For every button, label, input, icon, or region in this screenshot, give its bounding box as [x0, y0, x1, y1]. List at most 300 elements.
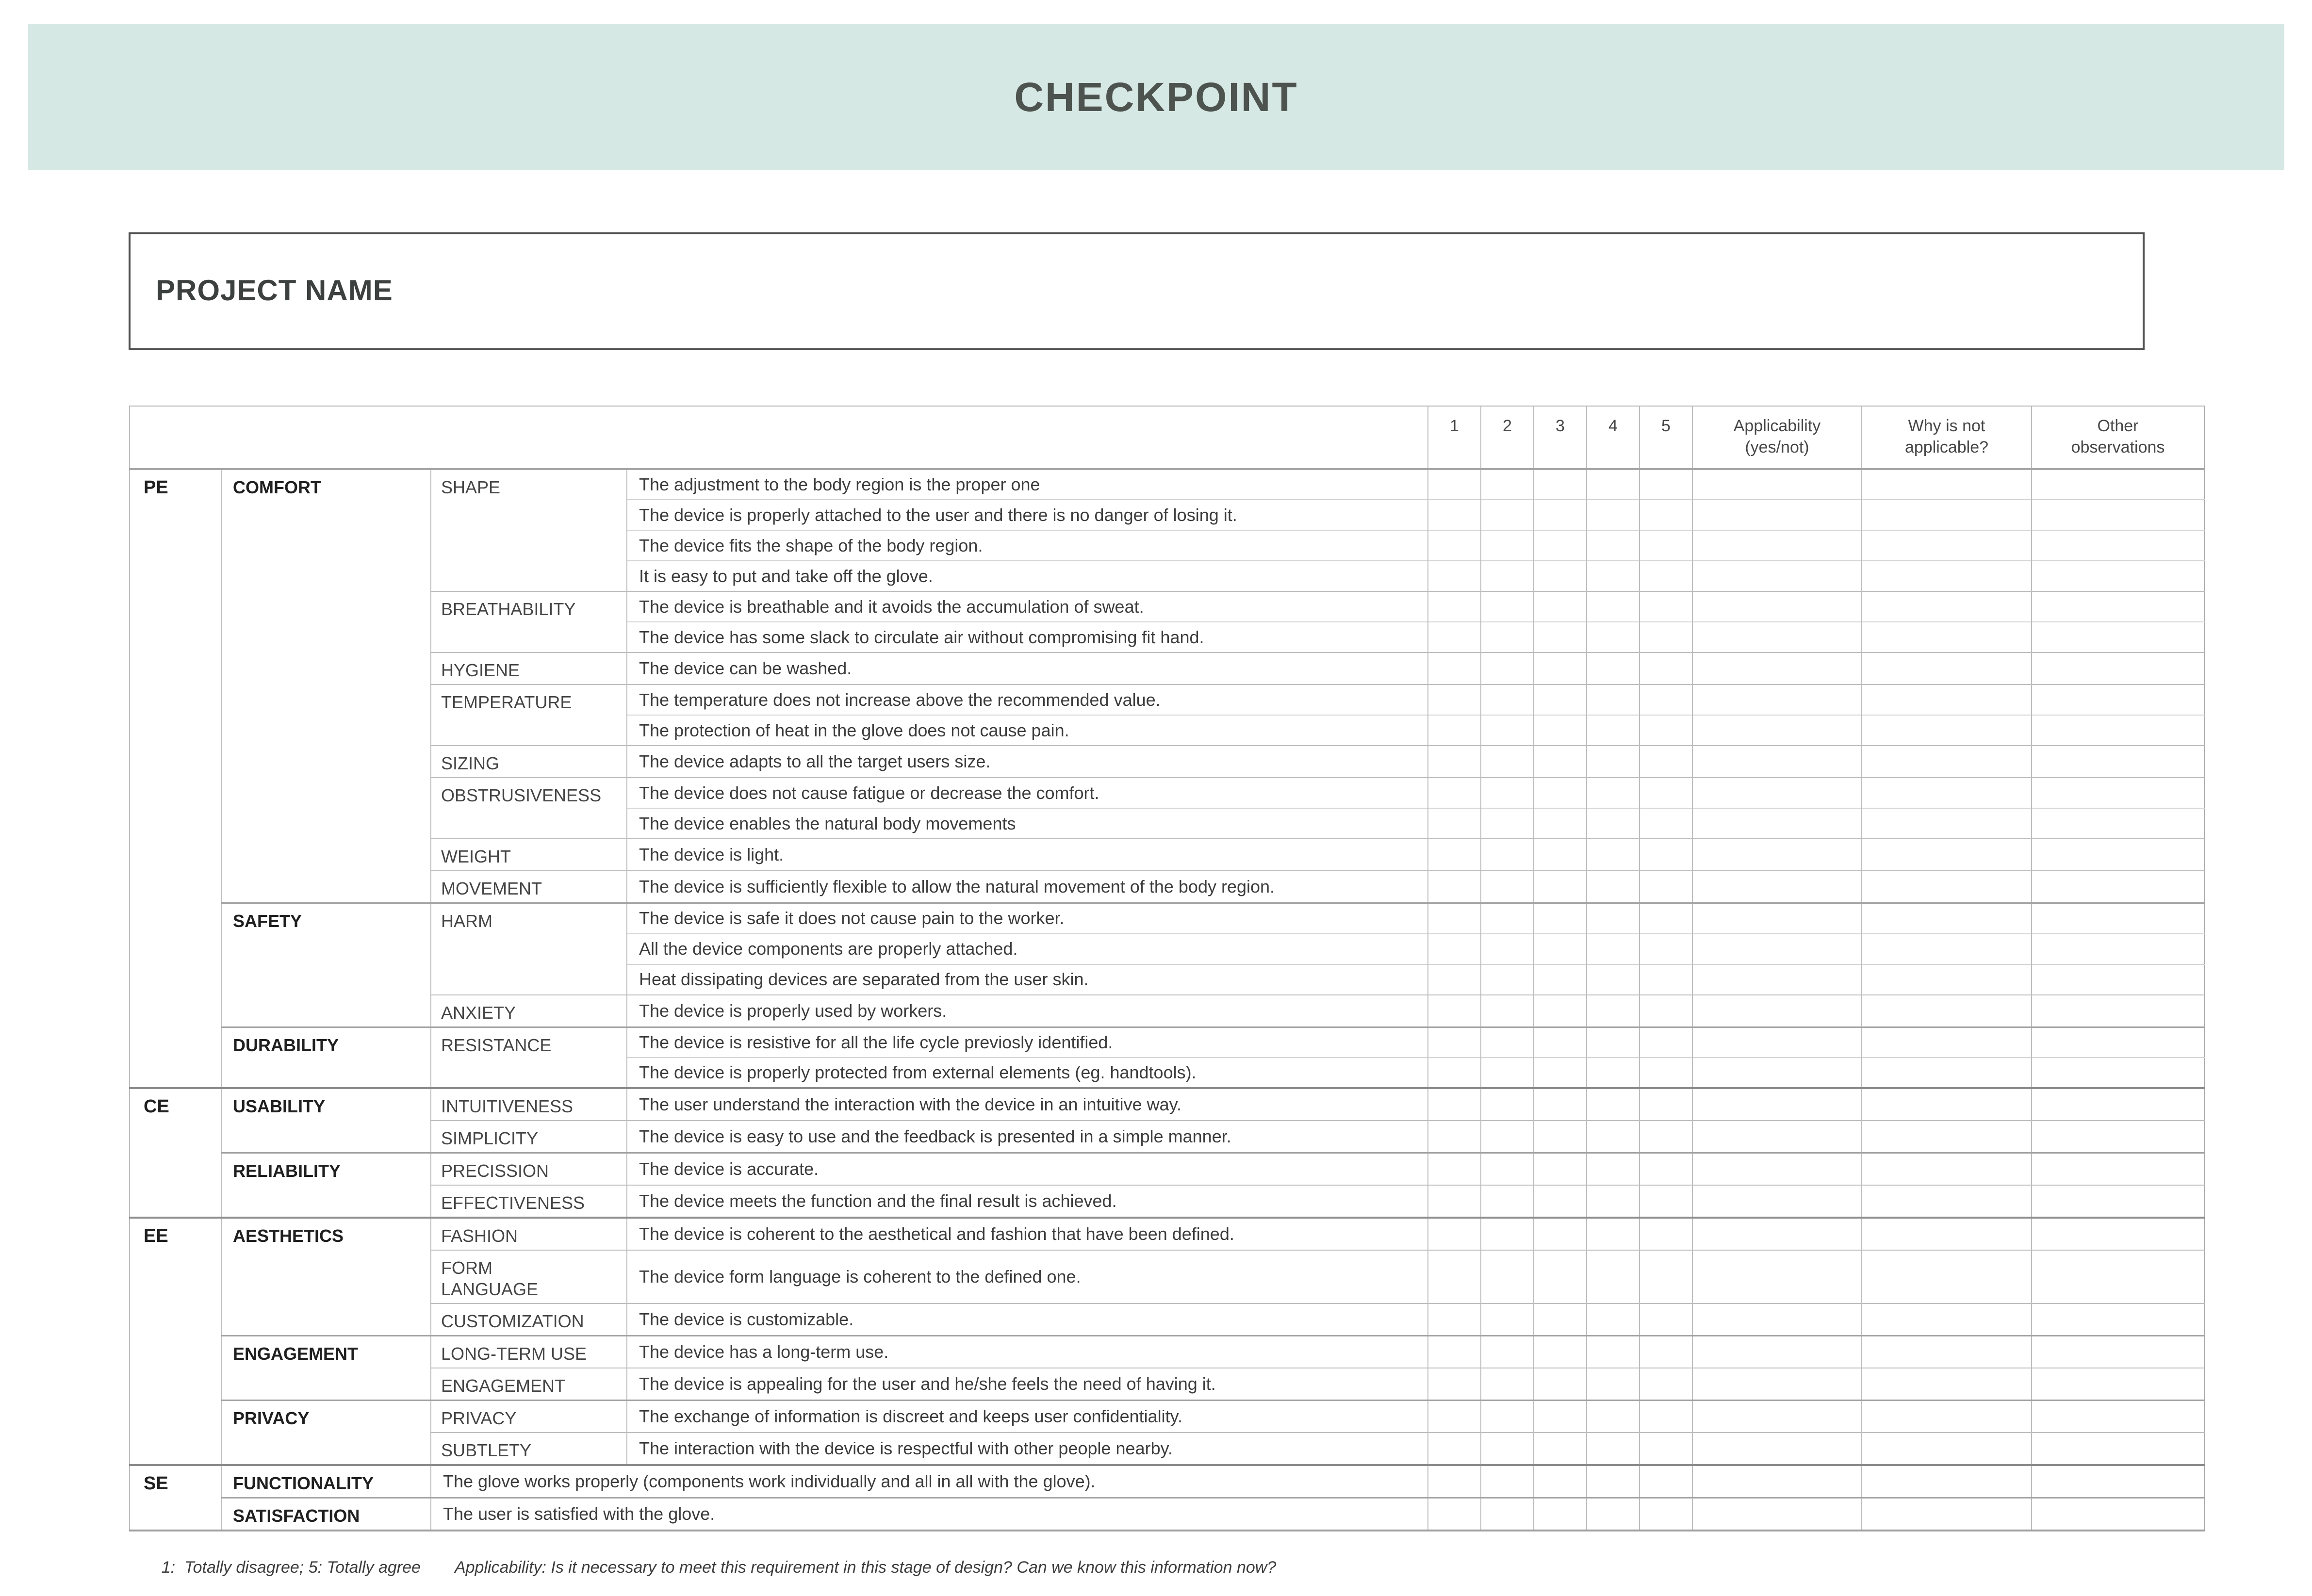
subcategory-cell: USABILITY [222, 1088, 431, 1153]
rating-cell[interactable] [1428, 622, 1481, 652]
applicability-cell[interactable] [1692, 995, 1862, 1027]
rating-cell[interactable] [1534, 934, 1587, 964]
legend-applicability: Applicability: Is it necessary to meet this requirement in this stage of design? Can we know this information now? [454, 1558, 1277, 1577]
rating-cell[interactable] [1640, 530, 1692, 561]
applicability-cell[interactable] [1692, 1185, 1862, 1218]
other-observations-cell[interactable] [2032, 903, 2204, 934]
other-observations-cell[interactable] [2032, 778, 2204, 808]
rating-cell[interactable] [1587, 1250, 1640, 1303]
rating-cell[interactable] [1428, 591, 1481, 622]
rating-cell[interactable] [1481, 1185, 1534, 1218]
table-corner-cell [130, 406, 1428, 469]
rating-cell[interactable] [1640, 871, 1692, 903]
rating-cell[interactable] [1640, 808, 1692, 839]
rating-cell[interactable] [1481, 622, 1534, 652]
rating-cell[interactable] [1587, 934, 1640, 964]
rating-cell[interactable] [1428, 1336, 1481, 1368]
why-not-applicable-cell[interactable] [1862, 1336, 2032, 1368]
other-observations-cell[interactable] [2032, 808, 2204, 839]
why-not-applicable-cell[interactable] [1862, 871, 2032, 903]
rating-cell[interactable] [1587, 964, 1640, 995]
rating-cell[interactable] [1534, 1218, 1587, 1250]
rating-cell[interactable] [1534, 591, 1587, 622]
applicability-cell[interactable] [1692, 684, 1862, 715]
subcategory-cell: COMFORT [222, 469, 431, 903]
rating-cell[interactable] [1481, 1218, 1534, 1250]
rating-cell[interactable] [1428, 1088, 1481, 1121]
why-not-applicable-cell[interactable] [1862, 1498, 2032, 1531]
applicability-cell[interactable] [1692, 561, 1862, 591]
rating-cell[interactable] [1534, 871, 1587, 903]
why-not-applicable-cell[interactable] [1862, 1153, 2032, 1186]
rating-cell[interactable] [1481, 469, 1534, 500]
why-not-applicable-cell[interactable] [1862, 995, 2032, 1027]
rating-cell[interactable] [1640, 684, 1692, 715]
other-observations-cell[interactable] [2032, 500, 2204, 530]
rating-cell[interactable] [1481, 1121, 1534, 1153]
subcategory-cell: SATISFACTION [222, 1498, 431, 1531]
requirement-text-cell: It is easy to put and take off the glove. [627, 561, 1428, 591]
requirement-text-cell: The user is satisfied with the glove. [431, 1498, 1428, 1531]
applicability-cell[interactable] [1692, 1368, 1862, 1401]
checkpoint-table [129, 406, 2205, 1531]
applicability-cell[interactable] [1692, 1058, 1862, 1088]
rating-cell[interactable] [1428, 1153, 1481, 1186]
other-observations-cell[interactable] [2032, 469, 2204, 500]
rating-cell[interactable] [1534, 684, 1587, 715]
rating-cell[interactable] [1428, 964, 1481, 995]
other-observations-cell[interactable] [2032, 1218, 2204, 1250]
applicability-cell[interactable] [1692, 1153, 1862, 1186]
category-code-cell: EE [130, 1218, 222, 1465]
rating-cell[interactable] [1640, 1401, 1692, 1433]
rating-cell[interactable] [1587, 1088, 1640, 1121]
rating-cell[interactable] [1428, 1121, 1481, 1153]
rating-cell[interactable] [1481, 1336, 1534, 1368]
rating-cell[interactable] [1587, 622, 1640, 652]
rating-cell[interactable] [1534, 1121, 1587, 1153]
rating-cell[interactable] [1428, 746, 1481, 778]
why-not-applicable-cell[interactable] [1862, 808, 2032, 839]
other-observations-cell[interactable] [2032, 1401, 2204, 1433]
rating-cell[interactable] [1587, 561, 1640, 591]
rating-cell[interactable] [1640, 715, 1692, 746]
rating-cell[interactable] [1587, 1368, 1640, 1401]
rating-cell[interactable] [1481, 715, 1534, 746]
rating-cell[interactable] [1481, 934, 1534, 964]
rating-cell[interactable] [1481, 839, 1534, 871]
rating-cell[interactable] [1587, 746, 1640, 778]
why-not-applicable-cell[interactable] [1862, 469, 2032, 500]
rating-cell[interactable] [1428, 1401, 1481, 1433]
requirement-group-cell: BREATHABILITY [431, 591, 627, 652]
applicability-cell[interactable] [1692, 964, 1862, 995]
other-observations-cell[interactable] [2032, 1336, 2204, 1368]
applicability-cell[interactable] [1692, 808, 1862, 839]
applicability-cell[interactable] [1692, 1303, 1862, 1336]
other-observations-cell[interactable] [2032, 1250, 2204, 1303]
why-not-applicable-cell[interactable] [1862, 530, 2032, 561]
rating-cell[interactable] [1428, 1498, 1481, 1531]
rating-cell[interactable] [1534, 1088, 1587, 1121]
why-not-applicable-cell[interactable] [1862, 1121, 2032, 1153]
table-row [130, 903, 2204, 934]
rating-cell[interactable] [1481, 561, 1534, 591]
rating-cell[interactable] [1428, 500, 1481, 530]
rating-cell[interactable] [1534, 622, 1587, 652]
other-observations-cell[interactable] [2032, 934, 2204, 964]
rating-cell[interactable] [1534, 746, 1587, 778]
rating-cell[interactable] [1640, 1303, 1692, 1336]
rating-cell[interactable] [1534, 1153, 1587, 1186]
requirement-text-cell: The device is sufficiently flexible to allow the natural movement of the body region. [627, 871, 1428, 903]
rating-cell[interactable] [1481, 1027, 1534, 1058]
rating-cell[interactable] [1534, 1027, 1587, 1058]
other-observations-cell[interactable] [2032, 964, 2204, 995]
rating-cell[interactable] [1428, 1465, 1481, 1498]
rating-cell[interactable] [1428, 469, 1481, 500]
applicability-cell[interactable] [1692, 1433, 1862, 1465]
rating-cell[interactable] [1428, 1218, 1481, 1250]
other-observations-cell[interactable] [2032, 561, 2204, 591]
rating-cell[interactable] [1640, 903, 1692, 934]
rating-cell[interactable] [1587, 1498, 1640, 1531]
other-observations-cell[interactable] [2032, 1058, 2204, 1088]
rating-cell[interactable] [1534, 500, 1587, 530]
applicability-cell[interactable] [1692, 871, 1862, 903]
title-band [28, 24, 2284, 170]
requirement-group-cell: SUBTLETY [431, 1433, 627, 1465]
other-observations-cell[interactable] [2032, 652, 2204, 684]
other-observations-cell[interactable] [2032, 1303, 2204, 1336]
rating-cell[interactable] [1534, 808, 1587, 839]
why-not-applicable-cell[interactable] [1862, 1368, 2032, 1401]
why-not-applicable-cell[interactable] [1862, 1433, 2032, 1465]
rating-cell[interactable] [1640, 1121, 1692, 1153]
why-not-applicable-cell[interactable] [1862, 1465, 2032, 1498]
other-observations-cell[interactable] [2032, 1185, 2204, 1218]
applicability-cell[interactable] [1692, 778, 1862, 808]
rating-cell[interactable] [1587, 808, 1640, 839]
why-not-applicable-cell[interactable] [1862, 1058, 2032, 1088]
rating-cell[interactable] [1428, 1368, 1481, 1401]
category-code-cell: CE [130, 1088, 222, 1218]
rating-cell[interactable] [1640, 839, 1692, 871]
rating-cell[interactable] [1481, 500, 1534, 530]
why-not-applicable-cell[interactable] [1862, 839, 2032, 871]
applicability-cell[interactable] [1692, 622, 1862, 652]
why-not-applicable-cell[interactable] [1862, 561, 2032, 591]
rating-cell[interactable] [1534, 1433, 1587, 1465]
rating-cell[interactable] [1587, 652, 1640, 684]
other-observations-cell[interactable] [2032, 871, 2204, 903]
why-not-applicable-cell[interactable] [1862, 1027, 2032, 1058]
rating-cell[interactable] [1534, 561, 1587, 591]
why-not-applicable-cell[interactable] [1862, 1088, 2032, 1121]
rating-cell[interactable] [1640, 1218, 1692, 1250]
rating-cell[interactable] [1640, 1088, 1692, 1121]
rating-cell[interactable] [1587, 469, 1640, 500]
applicability-cell[interactable] [1692, 591, 1862, 622]
other-observations-cell[interactable] [2032, 591, 2204, 622]
rating-cell[interactable] [1587, 995, 1640, 1027]
rating-cell[interactable] [1587, 1303, 1640, 1336]
why-not-applicable-cell[interactable] [1862, 500, 2032, 530]
other-observations-cell[interactable] [2032, 1153, 2204, 1186]
rating-cell[interactable] [1640, 469, 1692, 500]
rating-cell[interactable] [1481, 1498, 1534, 1531]
rating-cell[interactable] [1587, 839, 1640, 871]
why-not-applicable-cell[interactable] [1862, 746, 2032, 778]
other-observations-cell[interactable] [2032, 684, 2204, 715]
rating-cell[interactable] [1534, 1336, 1587, 1368]
rating-cell[interactable] [1481, 1153, 1534, 1186]
rating-cell[interactable] [1534, 839, 1587, 871]
rating-cell[interactable] [1587, 1433, 1640, 1465]
rating-cell[interactable] [1428, 1027, 1481, 1058]
other-observations-cell[interactable] [2032, 995, 2204, 1027]
applicability-cell[interactable] [1692, 746, 1862, 778]
other-observations-cell[interactable] [2032, 1498, 2204, 1531]
rating-cell[interactable] [1640, 1368, 1692, 1401]
other-observations-cell[interactable] [2032, 746, 2204, 778]
rating-cell[interactable] [1587, 1121, 1640, 1153]
rating-cell[interactable] [1587, 1401, 1640, 1433]
rating-cell[interactable] [1428, 715, 1481, 746]
other-observations-cell[interactable] [2032, 1433, 2204, 1465]
rating-cell[interactable] [1640, 778, 1692, 808]
why-not-applicable-cell[interactable] [1862, 591, 2032, 622]
requirement-group-cell: HARM [431, 903, 627, 995]
rating-cell[interactable] [1534, 1303, 1587, 1336]
rating-cell[interactable] [1481, 746, 1534, 778]
rating-cell[interactable] [1481, 1088, 1534, 1121]
rating-cell[interactable] [1481, 808, 1534, 839]
table-row [130, 839, 2204, 871]
why-not-applicable-cell[interactable] [1862, 1401, 2032, 1433]
applicability-cell[interactable] [1692, 903, 1862, 934]
applicability-cell[interactable] [1692, 1336, 1862, 1368]
why-not-applicable-cell[interactable] [1862, 1185, 2032, 1218]
rating-cell[interactable] [1481, 903, 1534, 934]
rating-cell[interactable] [1587, 1218, 1640, 1250]
applicability-cell[interactable] [1692, 934, 1862, 964]
rating-cell[interactable] [1534, 530, 1587, 561]
requirement-group-cell: ENGAGEMENT [431, 1368, 627, 1401]
rating-cell[interactable] [1428, 1058, 1481, 1088]
why-not-applicable-cell[interactable] [1862, 684, 2032, 715]
rating-cell[interactable] [1428, 934, 1481, 964]
applicability-cell[interactable] [1692, 652, 1862, 684]
applicability-cell[interactable] [1692, 1218, 1862, 1250]
rating-cell[interactable] [1534, 1058, 1587, 1088]
table-row [130, 1250, 2204, 1303]
applicability-cell[interactable] [1692, 1465, 1862, 1498]
rating-cell[interactable] [1640, 561, 1692, 591]
other-observations-cell[interactable] [2032, 1121, 2204, 1153]
applicability-cell[interactable] [1692, 1027, 1862, 1058]
rating-cell[interactable] [1587, 1058, 1640, 1088]
other-observations-cell[interactable] [2032, 1465, 2204, 1498]
other-observations-cell[interactable] [2032, 1088, 2204, 1121]
other-observations-cell[interactable] [2032, 1027, 2204, 1058]
applicability-cell[interactable] [1692, 1088, 1862, 1121]
rating-cell[interactable] [1587, 500, 1640, 530]
rating-cell[interactable] [1481, 778, 1534, 808]
rating-cell[interactable] [1587, 1465, 1640, 1498]
rating-cell[interactable] [1428, 871, 1481, 903]
rating-cell[interactable] [1428, 839, 1481, 871]
why-not-applicable-cell[interactable] [1862, 1250, 2032, 1303]
other-observations-cell[interactable] [2032, 1368, 2204, 1401]
rating-cell[interactable] [1534, 1250, 1587, 1303]
rating-cell[interactable] [1640, 1027, 1692, 1058]
rating-cell[interactable] [1640, 1498, 1692, 1531]
why-not-applicable-cell[interactable] [1862, 1303, 2032, 1336]
other-observations-cell[interactable] [2032, 622, 2204, 652]
requirement-text-cell: The device is easy to use and the feedback is presented in a simple manner. [627, 1121, 1428, 1153]
rating-cell[interactable] [1428, 561, 1481, 591]
applicability-cell[interactable] [1692, 500, 1862, 530]
applicability-cell[interactable] [1692, 839, 1862, 871]
rating-cell[interactable] [1481, 1303, 1534, 1336]
rating-cell[interactable] [1587, 1153, 1640, 1186]
rating-cell[interactable] [1587, 871, 1640, 903]
rating-cell[interactable] [1587, 530, 1640, 561]
rating-cell[interactable] [1640, 1433, 1692, 1465]
rating-cell[interactable] [1534, 1498, 1587, 1531]
rating-cell[interactable] [1534, 469, 1587, 500]
legend-scale: 1: Totally disagree; 5: Totally agree [161, 1558, 421, 1577]
rating-cell[interactable] [1534, 652, 1587, 684]
rating-cell[interactable] [1587, 591, 1640, 622]
rating-cell[interactable] [1534, 903, 1587, 934]
rating-cell[interactable] [1481, 684, 1534, 715]
rating-cell[interactable] [1481, 1465, 1534, 1498]
rating-column-header: 3 [1534, 406, 1587, 469]
rating-cell[interactable] [1481, 1250, 1534, 1303]
requirement-group-cell: WEIGHT [431, 839, 627, 871]
rating-cell[interactable] [1481, 1401, 1534, 1433]
rating-cell[interactable] [1587, 1336, 1640, 1368]
rating-cell[interactable] [1640, 591, 1692, 622]
rating-cell[interactable] [1481, 530, 1534, 561]
rating-cell[interactable] [1640, 934, 1692, 964]
rating-cell[interactable] [1534, 778, 1587, 808]
rating-cell[interactable] [1481, 995, 1534, 1027]
applicability-cell[interactable] [1692, 1250, 1862, 1303]
table-row [130, 1027, 2204, 1058]
rating-cell[interactable] [1640, 1058, 1692, 1088]
rating-cell[interactable] [1428, 808, 1481, 839]
rating-cell[interactable] [1640, 1250, 1692, 1303]
rating-cell[interactable] [1428, 652, 1481, 684]
requirement-group-cell: SIZING [431, 746, 627, 778]
applicability-cell[interactable] [1692, 1498, 1862, 1531]
other-observations-cell[interactable] [2032, 839, 2204, 871]
rating-cell[interactable] [1481, 871, 1534, 903]
rating-cell[interactable] [1481, 1368, 1534, 1401]
rating-cell[interactable] [1587, 1027, 1640, 1058]
rating-cell[interactable] [1481, 1433, 1534, 1465]
table-header-row [130, 406, 2204, 469]
why-not-applicable-cell[interactable] [1862, 652, 2032, 684]
rating-cell[interactable] [1534, 1465, 1587, 1498]
rating-cell[interactable] [1640, 1153, 1692, 1186]
rating-cell[interactable] [1534, 715, 1587, 746]
applicability-cell[interactable] [1692, 530, 1862, 561]
rating-cell[interactable] [1534, 1401, 1587, 1433]
rating-cell[interactable] [1481, 591, 1534, 622]
project-name-box[interactable] [129, 232, 2145, 350]
rating-cell[interactable] [1640, 746, 1692, 778]
rating-cell[interactable] [1587, 903, 1640, 934]
rating-cell[interactable] [1481, 1058, 1534, 1088]
rating-cell[interactable] [1587, 684, 1640, 715]
requirement-group-cell: PRECISSION [431, 1153, 627, 1186]
requirement-text-cell: The device is resistive for all the life cycle previosly identified. [627, 1027, 1428, 1058]
rating-cell[interactable] [1534, 995, 1587, 1027]
rating-cell[interactable] [1640, 964, 1692, 995]
requirement-text-cell: The device is properly used by workers. [627, 995, 1428, 1027]
rating-cell[interactable] [1481, 652, 1534, 684]
requirement-text-cell: The device is customizable. [627, 1303, 1428, 1336]
applicability-cell[interactable] [1692, 1121, 1862, 1153]
rating-cell[interactable] [1587, 1185, 1640, 1218]
why-not-applicable-cell[interactable] [1862, 934, 2032, 964]
why-not-applicable-cell[interactable] [1862, 964, 2032, 995]
rating-cell[interactable] [1428, 1185, 1481, 1218]
rating-cell[interactable] [1428, 1250, 1481, 1303]
rating-cell[interactable] [1640, 652, 1692, 684]
applicability-cell[interactable] [1692, 715, 1862, 746]
rating-cell[interactable] [1640, 1336, 1692, 1368]
rating-cell[interactable] [1481, 964, 1534, 995]
table-row [130, 1088, 2204, 1121]
requirement-group-cell: FORM LANGUAGE [431, 1250, 627, 1303]
rating-cell[interactable] [1534, 964, 1587, 995]
rating-cell[interactable] [1640, 622, 1692, 652]
rating-cell[interactable] [1640, 995, 1692, 1027]
rating-cell[interactable] [1640, 1465, 1692, 1498]
rating-cell[interactable] [1428, 778, 1481, 808]
applicability-cell[interactable] [1692, 469, 1862, 500]
rating-cell[interactable] [1534, 1185, 1587, 1218]
why-not-applicable-cell[interactable] [1862, 622, 2032, 652]
requirement-text-cell: The device can be washed. [627, 652, 1428, 684]
rating-cell[interactable] [1428, 1433, 1481, 1465]
why-not-applicable-cell[interactable] [1862, 1218, 2032, 1250]
why-not-applicable-cell[interactable] [1862, 903, 2032, 934]
rating-cell[interactable] [1640, 500, 1692, 530]
rating-cell[interactable] [1428, 1303, 1481, 1336]
rating-cell[interactable] [1587, 778, 1640, 808]
applicability-cell[interactable] [1692, 1401, 1862, 1433]
why-not-applicable-cell[interactable] [1862, 778, 2032, 808]
rating-cell[interactable] [1428, 530, 1481, 561]
requirement-text-cell: The device is appealing for the user and he/she feels the need of having it. [627, 1368, 1428, 1401]
rating-cell[interactable] [1534, 1368, 1587, 1401]
rating-cell[interactable] [1428, 684, 1481, 715]
rating-cell[interactable] [1428, 995, 1481, 1027]
other-observations-cell[interactable] [2032, 530, 2204, 561]
why-not-applicable-cell[interactable] [1862, 715, 2032, 746]
other-observations-cell[interactable] [2032, 715, 2204, 746]
rating-cell[interactable] [1640, 1185, 1692, 1218]
subcategory-cell: AESTHETICS [222, 1218, 431, 1336]
rating-cell[interactable] [1428, 903, 1481, 934]
rating-cell[interactable] [1587, 715, 1640, 746]
